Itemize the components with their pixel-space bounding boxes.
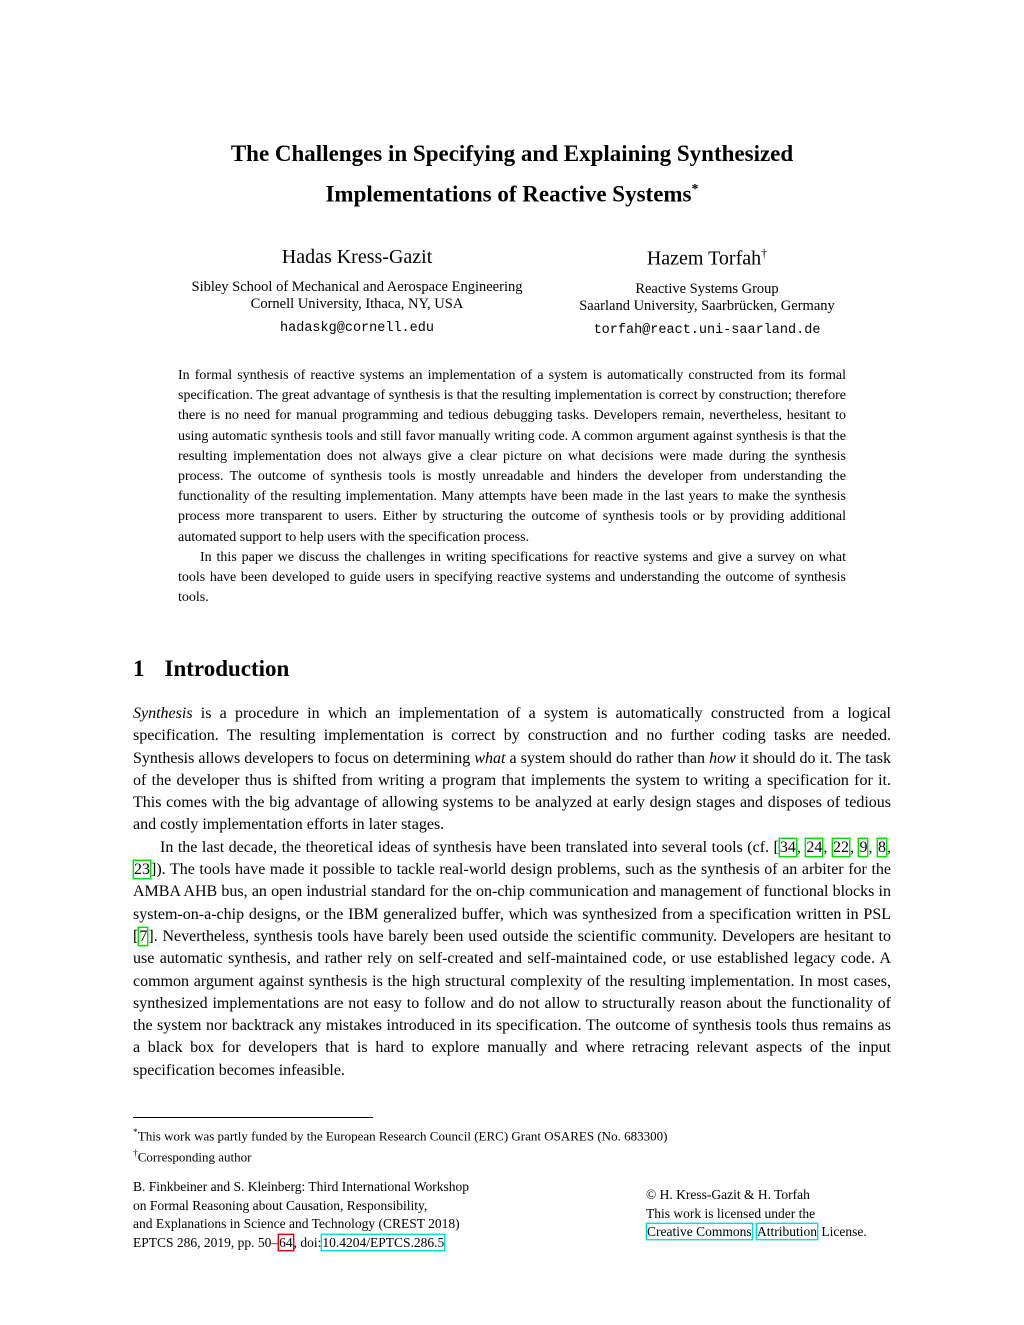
text-span: what bbox=[474, 749, 506, 767]
text-span: ]). The tools have made it possible to tackle real-world design problems, such as the synthesis of an arbiter for the AMBA AHB bus, an open industrial standard for the on-chip communication and management of functional blocks in system-on-a-chip designs, or the IBM generalized buffer, which was synthesized from a specification written in PSL [ bbox=[133, 861, 891, 945]
abstract-paragraph-1: In formal synthesis of reactive systems an implementation of a system is automatically constructed from its formal specification. The great advantage of synthesis is that the resulting implementation is correct by construction; therefore there is no need for manual programming and tedious debugging tasks. Developers remain, nevertheless, hesitant to using automatic synthesis tools and still favor manually writing code. A common argument against synthesis is that the resulting implementation does not always give a clear picture on what decisions were made during the synthesis process. The outcome of synthesis tools is mostly unreadable and hinders the developer from understanding the functionality of the resulting implementation. Many attempts have been made in the last years to make the synthesis process more transparent to users. Either by structuring the outcome of synthesis tools or by providing additional automated support to help users with the specification process. bbox=[178, 368, 846, 545]
doi-link[interactable]: 10.4204/EPTCS.286.5 bbox=[322, 1234, 445, 1250]
author-name: Hadas Kress-Gazit bbox=[281, 246, 433, 268]
publication-line: and Explanations in Science and Technology (CREST 2018) bbox=[133, 1216, 460, 1232]
text-span: how bbox=[709, 749, 736, 767]
citation-7[interactable]: 7 bbox=[139, 927, 148, 945]
license-line: This work is licensed under the bbox=[646, 1205, 816, 1221]
footnotes bbox=[133, 1124, 891, 1167]
citation-22[interactable]: 22 bbox=[832, 838, 849, 856]
text-span: , bbox=[849, 838, 859, 856]
section-number: 1 bbox=[133, 656, 145, 681]
text-span: , bbox=[796, 838, 806, 856]
text-span: , doi: bbox=[293, 1234, 322, 1250]
author-footnote-mark: † bbox=[761, 246, 768, 260]
citation-8[interactable]: 8 bbox=[878, 838, 887, 856]
citation-23[interactable]: 23 bbox=[134, 861, 150, 879]
abstract-paragraph-2: In this paper we discuss the challenges in writing specifications for reactive systems and give a survey on what tools have been developed to guide users in specifying reactive systems and understanding the outcome of synthesis tools. bbox=[178, 549, 846, 606]
author-email: torfah@react.uni-saarland.de bbox=[593, 322, 821, 338]
footnote-corresponding-author: †Corresponding author bbox=[133, 1149, 252, 1165]
publication-line: on Formal Reasoning about Causation, Responsibility, bbox=[133, 1197, 428, 1213]
text-span: , bbox=[868, 838, 878, 856]
text-span: , bbox=[887, 838, 892, 856]
title-footnote-mark: * bbox=[691, 182, 699, 197]
footnote-mark: † bbox=[133, 1149, 138, 1160]
text-span: Synthesis bbox=[133, 705, 193, 722]
citation-24[interactable]: 24 bbox=[806, 838, 823, 856]
paper-title bbox=[0, 136, 1024, 213]
intro-paragraph-2 bbox=[133, 837, 891, 1082]
introduction-body bbox=[133, 703, 891, 1082]
author-email: hadaskg@cornell.edu bbox=[280, 321, 434, 336]
citation-34[interactable]: 34 bbox=[779, 838, 796, 856]
text-span: ]. Nevertheless, synthesis tools have barely been used outside the scientific community. Developers are hesitant to use automatic synthesis, and rather rely on self-created and self-maintained code, or use established legacy code. A common argument against synthesis is the high structural complexity of the resulting implementation. In most cases, synthesized implementations are not easy to follow and do not allow to structurally reason about the functionality of the system nor backtrack any mistakes introduced in its specification. The outcome of synthesis tools thus remains as a black box for developers that is hard to explore manually and where retracing relevant aspects of the input specification becomes infeasible. bbox=[133, 927, 891, 1079]
citation-9[interactable]: 9 bbox=[859, 838, 868, 856]
publication-info bbox=[133, 1178, 553, 1252]
section-heading-introduction bbox=[133, 656, 891, 682]
attribution-link[interactable]: Attribution bbox=[757, 1224, 817, 1240]
author-name: Hazem Torfah† bbox=[646, 246, 768, 270]
text-span bbox=[753, 1224, 756, 1239]
footnote-mark: * bbox=[133, 1128, 138, 1138]
footnote-funding: *This work was partly funded by the European Research Council (ERC) Grant OSARES (No. 683300) bbox=[133, 1128, 668, 1144]
author-block-torfah bbox=[507, 246, 907, 338]
text-span: License. bbox=[818, 1224, 867, 1240]
page-link-64[interactable]: 64 bbox=[279, 1234, 293, 1250]
copyright-line: © H. Kress-Gazit & H. Torfah bbox=[646, 1187, 810, 1202]
author-affiliation-line-2: Saarland University, Saarbrücken, Germany bbox=[579, 297, 835, 314]
author-block-kress-gazit bbox=[157, 246, 557, 336]
text-span: is a procedure in which an implementation of a system is automatically constructed from a logical specification. The resulting implementation is correct by construction and no further coding tasks are needed. Synthesis allows developers to focus on determining bbox=[133, 705, 891, 767]
author-affiliation-line-1: Sibley School of Mechanical and Aerospace Engineering bbox=[191, 279, 523, 295]
text-span: it should do it. The task of the developer thus is shifted from writing a program that implements the system to writing a specification for it. This comes with the big advantage of allowing systems to be analyzed at early design stages and disposes of tedious and costly implementation efforts in later stages. bbox=[133, 749, 892, 834]
abstract bbox=[178, 366, 846, 608]
text-span: In the last decade, the theoretical ideas of synthesis have been translated into several tools (cf. [ bbox=[160, 838, 779, 856]
author-affiliation-line-2: Cornell University, Ithaca, NY, USA bbox=[250, 296, 464, 312]
publication-line-doi bbox=[133, 1234, 553, 1253]
license-links-line bbox=[646, 1223, 906, 1242]
text-span: , bbox=[823, 838, 832, 856]
section-title: Introduction bbox=[164, 656, 290, 681]
footnote-divider bbox=[133, 1117, 373, 1118]
title-line-2: Implementations of Reactive Systems bbox=[325, 181, 692, 207]
creative-commons-link[interactable]: Creative Commons bbox=[647, 1224, 752, 1240]
intro-paragraph-1 bbox=[133, 703, 891, 837]
text-span: EPTCS 286, 2019, pp. 50– bbox=[133, 1234, 279, 1250]
license-info bbox=[646, 1186, 906, 1242]
author-affiliation-line-1: Reactive Systems Group bbox=[635, 280, 779, 297]
text-span: a system should do rather than bbox=[505, 749, 710, 767]
publication-line: B. Finkbeiner and S. Kleinberg: Third International Workshop bbox=[133, 1179, 469, 1194]
title-line-1: The Challenges in Specifying and Explaining Synthesized bbox=[230, 141, 794, 166]
